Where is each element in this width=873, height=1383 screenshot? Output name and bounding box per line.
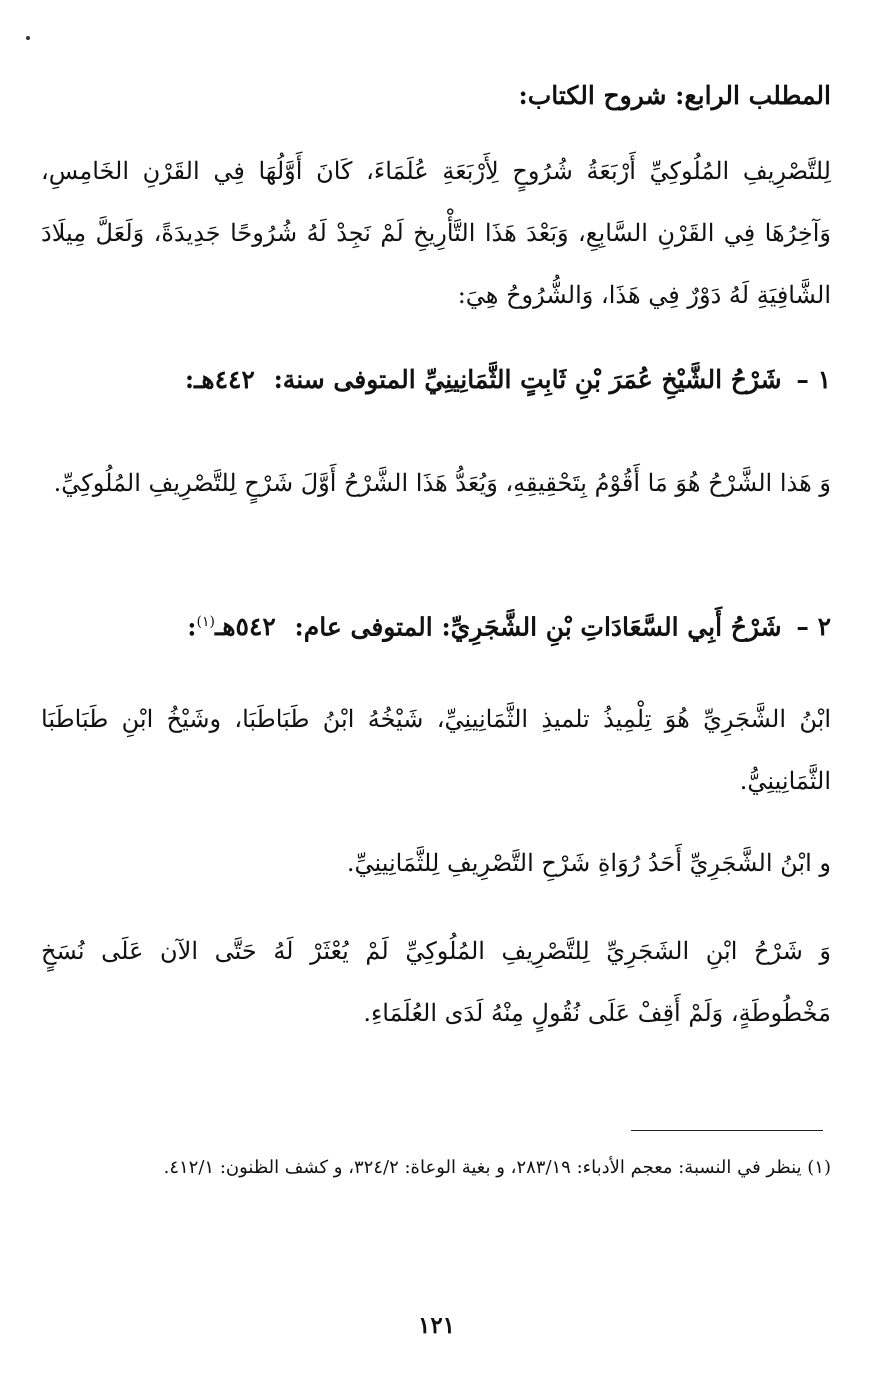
footnote: (١) ينظر في النسبة: معجم الأدباء: ٢٨٣/١٩، و بغية الوعاة: ٣٢٤/٢، و كشف الظنون: ٤١٢/١. (163, 1157, 831, 1178)
footnote-separator (631, 1130, 823, 1131)
commentary-1-year: ٤٤٢هـ: (184, 365, 255, 394)
commentary-1-heading (41, 358, 831, 402)
commentary-2-title: شَرْحُ أَبِي السَّعَادَاتِ بْنِ الشَّجَرِيِّ: المتوفى عام: (294, 612, 782, 642)
commentary-2-heading (41, 600, 831, 649)
ink-dot (26, 36, 30, 40)
commentary-1-number: ١ – (796, 365, 831, 394)
commentary-2-paragraph-1: ابْنُ الشَّجَرِيِّ هُوَ تِلْمِيذُ تلميذِ الثَّمَانِينِيِّ، شَيْخُهُ ابْنُ طَبَاطَبَا، وشَيْخُ ابْنِ طَبَاطَبَا الثَّمَانِينِيُّ. (41, 705, 831, 795)
commentary-2-paragraph-3: وَ شَرْحُ ابْنِ الشَجَرِيِّ لِلتَّصْرِيفِ المُلُوكِيِّ لَمْ يُعْثَرْ لَهُ حَتَّى الآن عَلَى نُسَخٍ مَخْطُوطَةٍ، وَلَمْ أَقِفْ عَلَى نُقُولٍ مِنْهُ لَدَى العُلَمَاءِ. (41, 937, 831, 1027)
commentary-2-year: ٥٤٢هـ (215, 612, 276, 642)
intro-paragraph: لِلتَّصْرِيفِ المُلُوكِيِّ أَرْبَعَةُ شُرُوحٍ لِأَرْبَعَةِ عُلَمَاءَ، كَانَ أَوَّلُهَا فِي القَرْنِ الخَامِسِ، وَآخِرُهَا فِي القَرْنِ السَّابِعِ، وَبَعْدَ هَذَا التَّأْرِيخِ لَمْ نَجِدْ لَهُ شُرُوحًا جَدِيدَةً، وَلَعَلَّ مِيلَادَ الشَّافِيَةِ لَهُ دَوْرٌ فِي هَذَا، وَالشُّرُوحُ هِيَ: (41, 157, 831, 309)
commentary-2-paragraph-2: و ابْنُ الشَّجَرِيِّ أَحَدُ رُوَاةِ شَرْحِ التَّصْرِيفِ لِلثَّمَانِينِيِّ. (346, 849, 831, 877)
commentary-2-number: ٢ – (796, 612, 831, 642)
commentary-1-title: شَرْحُ الشَّيْخِ عُمَرَ بْنِ ثَابِتٍ الثَّمَانِينِيِّ المتوفى سنة: (273, 365, 782, 394)
section-title: المطلب الرابع: شروح الكتاب: (518, 81, 831, 110)
commentary-2-trailing-colon: : (187, 612, 197, 642)
page-number: ١٢١ (417, 1312, 456, 1339)
commentary-1-paragraph-1: وَ هَذا الشَّرْحُ هُوَ مَا أَقُوْمُ بِتَحْقِيقِهِ، وَيُعَدُّ هَذَا الشَّرْحُ أَوَّلَ شَرْحٍ لِلتَّصْرِيفِ المُلُوكِيِّ. (53, 469, 831, 497)
footnote-reference: (١) (196, 614, 215, 630)
